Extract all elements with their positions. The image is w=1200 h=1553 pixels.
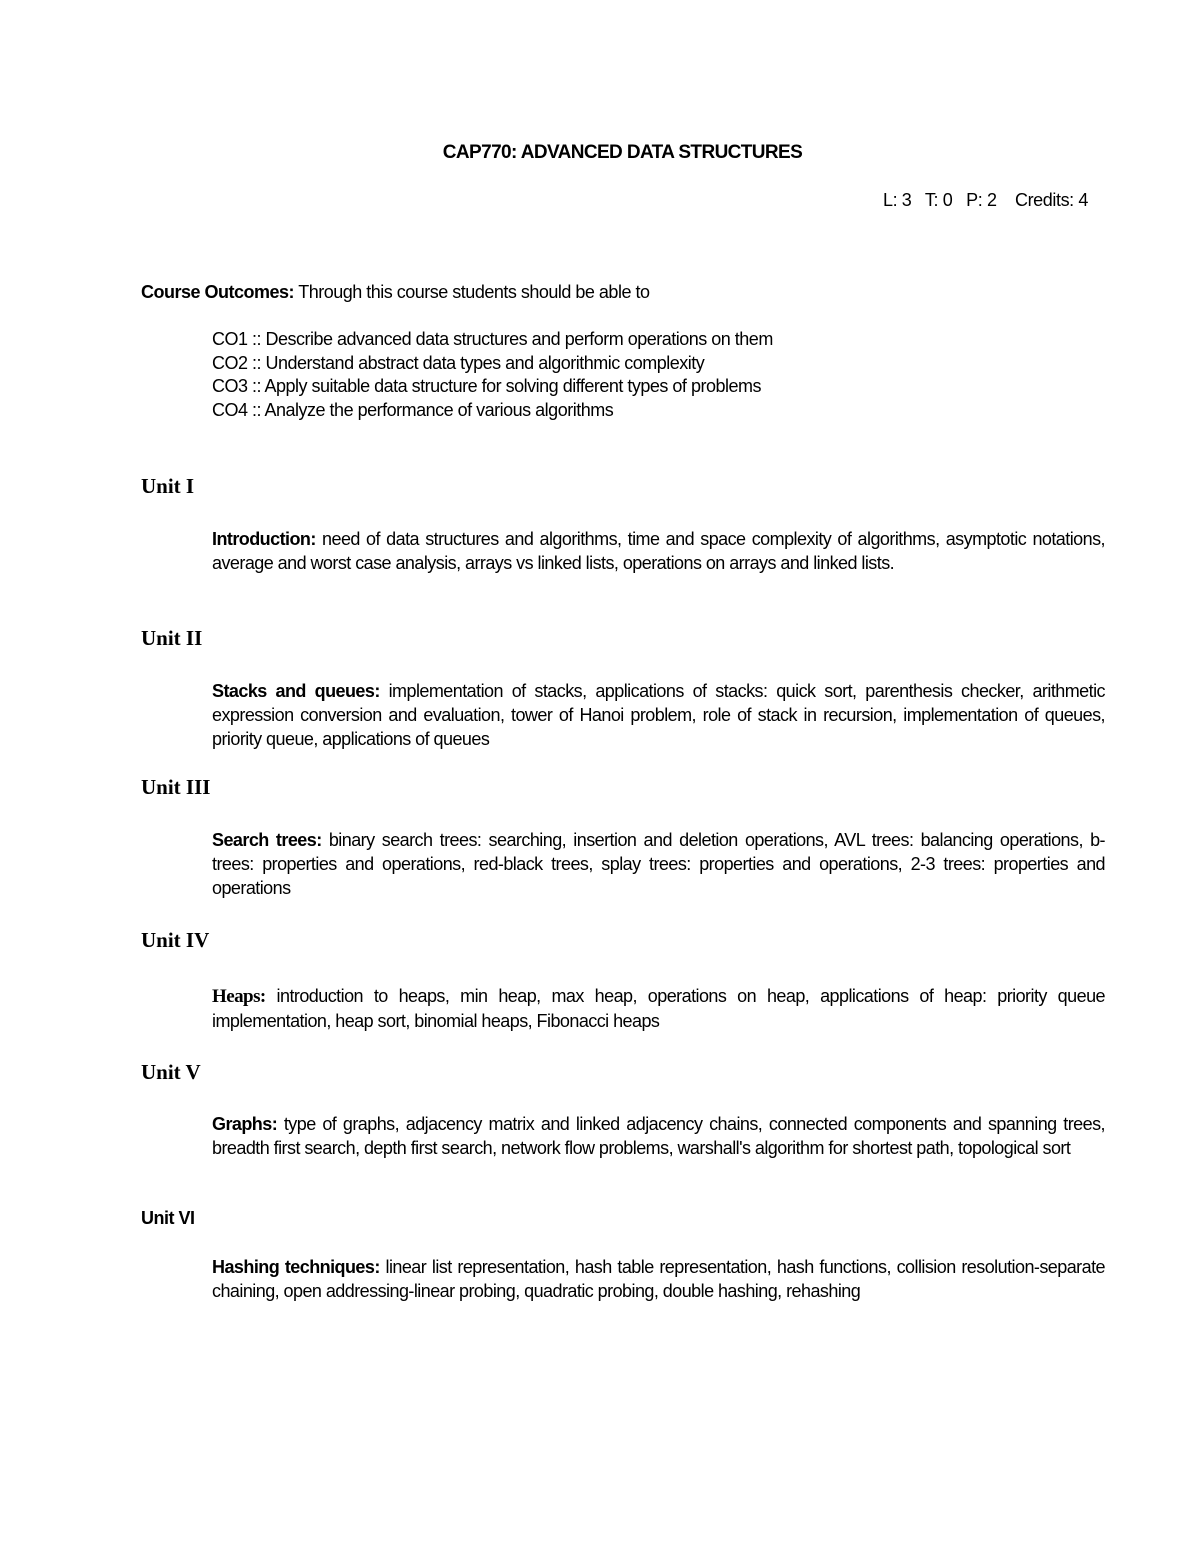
credits-line [883,190,1088,211]
course-outcome-item: CO1 :: Describe advanced data structures and perform operations on them [212,329,773,349]
unit-topic: Introduction: [212,529,316,549]
tutorial-hours: T: 0 [924,190,953,210]
course-outcomes-intro [141,282,649,303]
course-outcomes-text: Through this course students should be able to [294,282,650,302]
unit-topic: Heaps: [212,986,266,1007]
unit-description: linear list representation, hash table representation, hash functions, collision resolution-separate chaining, open addressing-linear probing, quadratic probing, double hashing, rehashing [212,1257,1105,1301]
lecture-hours: L: 3 [882,190,912,210]
unit-heading: Unit III [141,775,211,799]
unit-description: type of graphs, adjacency matrix and linked adjacency chains, connected components and spanning trees, breadth first search, depth first search, network flow problems, warshall's algorithm for shortest path, topological sort [212,1114,1105,1158]
course-outcome-item: CO3 :: Apply suitable data structure for solving different types of problems [212,376,761,396]
unit-content [212,828,1105,900]
unit-topic: Search trees: [212,830,322,850]
unit-heading: Unit IV [141,928,210,952]
unit-heading: Unit I [141,474,195,498]
unit-description: implementation of stacks, applications of stacks: quick sort, parenthesis checker, arithmetic expression conversion and evaluation, tower of Hanoi problem, role of stack in recursion, implementation of queues, priority queue, applications of queues [212,681,1105,749]
credit-count: Credits: 4 [1014,190,1088,210]
unit-topic: Hashing techniques: [212,1257,380,1277]
course-outcomes-list [212,328,773,422]
unit-content [212,679,1105,751]
course-outcome-item: CO4 :: Analyze the performance of various algorithms [212,399,614,420]
unit-description: need of data structures and algorithms, time and space complexity of algorithms, asymptotic notations, average and worst case analysis, arrays vs linked lists, operations on arrays and linked lists. [212,529,1105,573]
unit-content [212,1255,1105,1303]
course-outcomes-label: Course Outcomes: [141,282,295,302]
practical-hours: P: 2 [966,190,997,210]
unit-content [212,1112,1105,1160]
unit-heading: Unit II [141,626,203,650]
unit-content [212,984,1105,1033]
unit-description: introduction to heaps, min heap, max heap, operations on heap, applications of heap: priority queue implementation, heap sort, binomial heaps, Fibonacci heaps [212,986,1105,1031]
unit-description: binary search trees: searching, insertion and deletion operations, AVL trees: balancing operations, b-trees: properties and operations, red-black trees, splay trees: properties and operations, 2-3 trees: properties and operations [212,830,1105,898]
course-title: CAP770: ADVANCED DATA STRUCTURES [442,142,803,163]
unit-content [212,527,1105,575]
unit-heading: Unit VI [141,1208,195,1228]
unit-heading: Unit V [141,1060,201,1084]
unit-topic: Graphs: [212,1114,278,1134]
course-outcome-item: CO2 :: Understand abstract data types and algorithmic complexity [212,352,705,373]
unit-topic: Stacks and queues: [212,681,380,701]
